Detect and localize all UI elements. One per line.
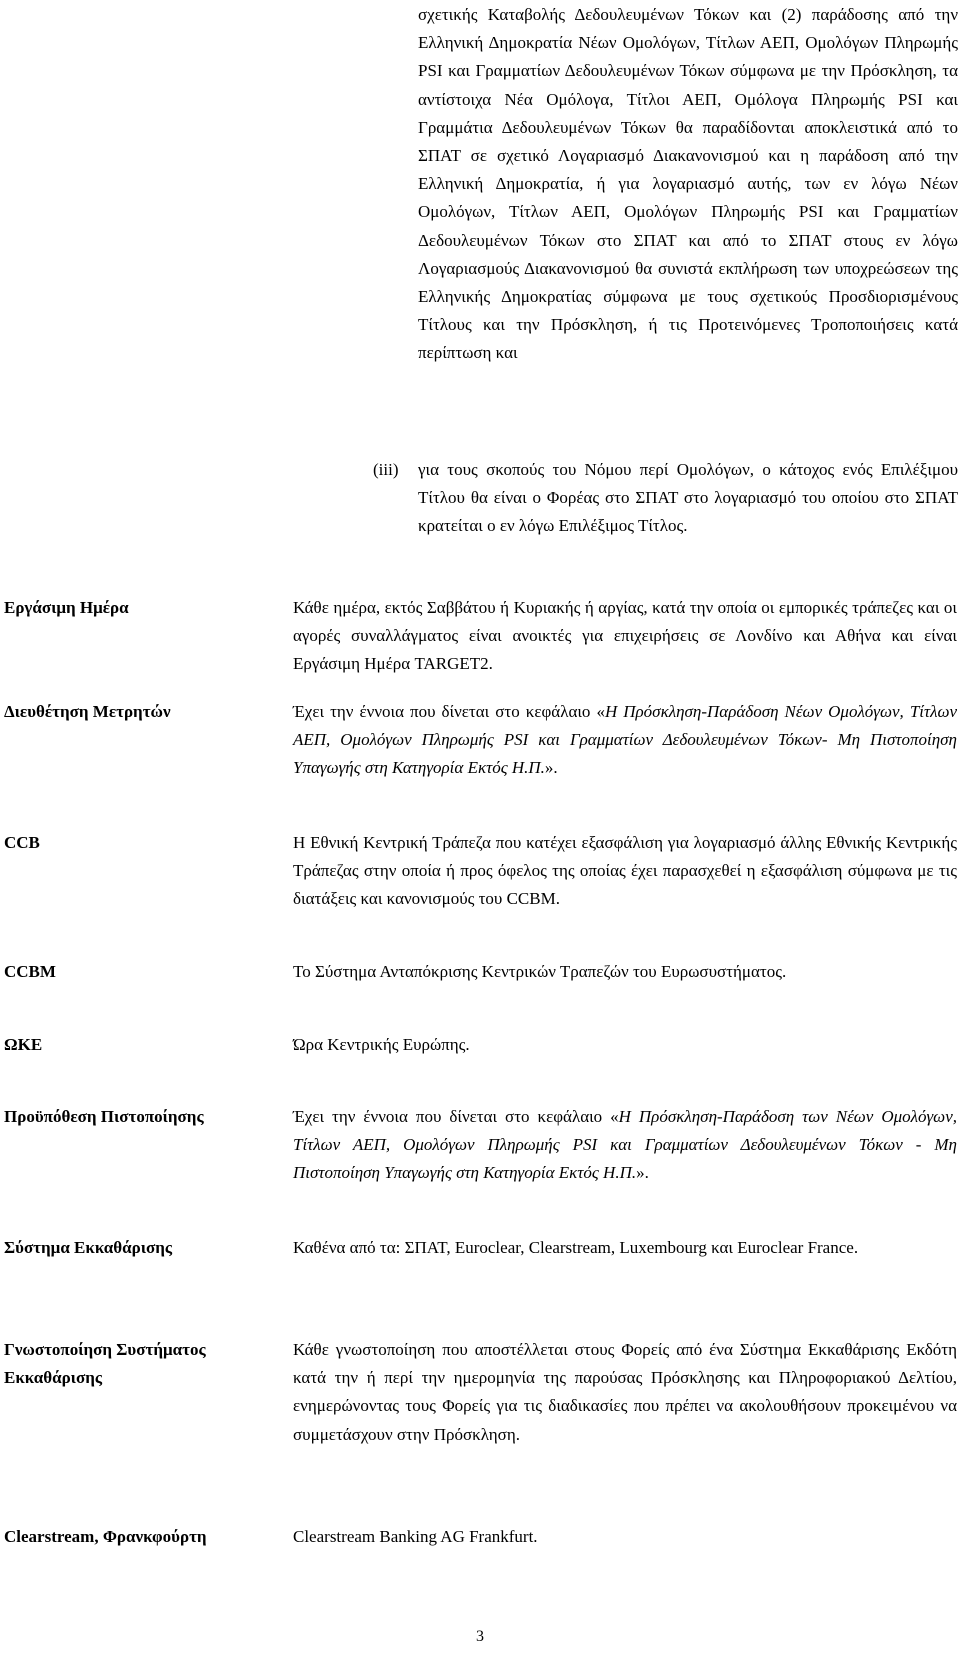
list-item-text: για τους σκοπούς του Νόμου περί Ομολόγων, ο κάτοχος ενός Επιλέξιμου Τίτλου θα είναι ο Φορέας στο ΣΠΑΤ στο λογαριασμό του οποίου στο ΣΠΑΤ κρατείται ο εν λόγω Επιλέξιμος Τίτλος. (418, 460, 958, 536)
definition-body: Καθένα από τα: ΣΠΑΤ, Euroclear, Clearstream, Luxembourg και Euroclear France. (293, 1238, 859, 1257)
definition-term: Διευθέτηση Μετρητών (4, 702, 171, 721)
list-item-iii (373, 456, 958, 541)
definition-body-start: Έχει την έννοια που δίνεται στο κεφάλαιο « (293, 702, 605, 721)
definition-text (293, 829, 957, 914)
definition-text (293, 594, 957, 679)
definition-body: Κάθε γνωστοποίηση που αποστέλλεται στους Φορείς από ένα Σύστημα Εκκαθάρισης Εκδότη κατά την ή περί την ημερομηνία της παρούσας Πρόσκλησης και Πληροφοριακού Δελτίου, ενημερώνοντας τους Φορείς για τις διαδικασίες που πρέπει να ακολουθήσουν προκειμένου να συμμετάσχουν στην Πρόσκληση. (293, 1340, 957, 1444)
definition-body: Η Εθνική Κεντρική Τράπεζα που κατέχει εξασφάλιση για λογαριασμό άλλης Εθνικής Κεντρικής Τράπεζας στην οποία ή προς όφελος της οποίας έχει παρασχεθεί η εξασφάλιση σύμφωνα με τις διατάξεις και κανονισμούς του CCBM. (293, 833, 957, 909)
definition-text (293, 1336, 957, 1449)
definition-term: ΩΚΕ (4, 1035, 43, 1054)
continuation-text: σχετικής Καταβολής Δεδουλευμένων Τόκων και (2) παράδοσης από την Ελληνική Δημοκρατία Νέων Ομολόγων, Τίτλων ΑΕΠ, Ομολόγων Πληρωμής PSI και Γραμματίων Δεδουλευμένων Τόκων σύμφωνα με την Πρόσκληση, τα αντίστοιχα Νέα Ομόλογα, Τίτλοι ΑΕΠ, Ομόλογα Πληρωμής PSI και Γραμμάτια Δεδουλευμένων Τόκων θα παραδίδονται αποκλειστικά από το ΣΠΑΤ σε σχετικό Λογαριασμό Διακανονισμού και η παράδοση από την Ελληνική Δημοκρατία, ή για λογαριασμό αυτής, των εν λόγω Νέων Ομολόγων, Τίτλων ΑΕΠ, Ομολόγων Πληρωμής PSI και Γραμματίων Δεδουλευμένων Τόκων στο ΣΠΑΤ και από το ΣΠΑΤ στους εν λόγω Λογαριασμούς Διακανονισμού θα συνιστά εκπλήρωση των υποχρεώσεων της Ελληνικής Δημοκρατίας σύμφωνα με τους σχετικούς Προσδιορισμένους Τίτλους και την Πρόσκληση, ή τις Προτεινόμενες Τροποποιήσεις κατά περίπτωση και (418, 5, 958, 363)
definition-term: Εργάσιμη Ημέρα (4, 598, 129, 617)
definition-body: Κάθε ημέρα, εκτός Σαββάτου ή Κυριακής ή αργίας, κατά την οποία οι εμπορικές τράπεζες και οι αγορές συναλλάγματος είναι ανοικτές για επιχειρήσεις σε Λονδίνο και Αθήνα και είναι Εργάσιμη Ημέρα TARGET2. (293, 598, 957, 674)
definition-term: Προϋπόθεση Πιστοποίησης (4, 1107, 204, 1126)
definition-term: Clearstream, Φρανκφούρτη (4, 1527, 207, 1546)
definition-text (293, 1234, 957, 1262)
definition-text (293, 1523, 957, 1551)
definition-text (293, 698, 957, 783)
continuation-paragraph (418, 1, 958, 368)
definition-body: Ώρα Κεντρικής Ευρώπης. (293, 1035, 470, 1054)
definition-body-end: ». (636, 1163, 649, 1183)
definition-body-end: ». (544, 758, 558, 778)
definition-body-italic: Η Πρόσκληση-Παράδοση των Νέων Ομολόγων, Τίτλων ΑΕΠ, Ομολόγων Πληρωμής PSI και Γραμματίων Δεδουλευμένων Τόκων - Μη Πιστοποίηση Υπαγωγής στη Κατηγορία Εκτός Η.Π. (293, 1107, 957, 1183)
definition-body-start: Έχει την έννοια που δίνεται στο κεφάλαιο « (293, 1107, 619, 1126)
definition-body: Το Σύστημα Ανταπόκρισης Κεντρικών Τραπεζών του Ευρωσυστήματος. (293, 962, 787, 981)
definition-text (293, 1103, 957, 1188)
page-number: 3 (476, 1628, 484, 1645)
definition-term: Γνωστοποίηση Συστήματος Εκκαθάρισης (4, 1340, 206, 1388)
definition-text (293, 1031, 957, 1059)
definition-body-italic: Η Πρόσκληση-Παράδοση Νέων Ομολόγων, Τίτλων ΑΕΠ, Ομολόγων Πληρωμής PSI και Γραμματίων Δεδουλευμένων Τόκων- Μη Πιστοποίηση Υπαγωγής στη Κατηγορία Εκτός Η.Π. (293, 702, 957, 778)
definition-text (293, 958, 957, 986)
list-item-number: (iii) (373, 460, 399, 479)
definition-term: CCBM (4, 962, 56, 981)
definition-term: CCB (4, 833, 40, 852)
definition-term: Σύστημα Εκκαθάρισης (4, 1238, 173, 1257)
definition-body: Clearstream Banking AG Frankfurt. (293, 1527, 538, 1546)
